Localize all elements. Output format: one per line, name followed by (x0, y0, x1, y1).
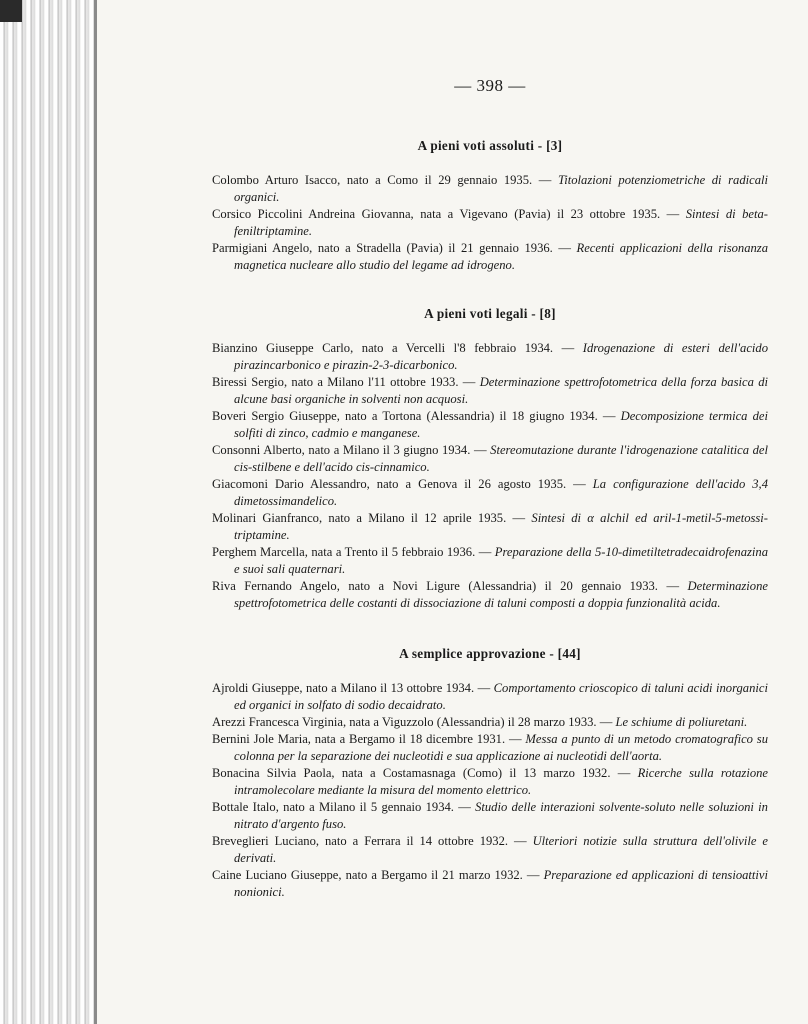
list-item: Bianzino Giuseppe Carlo, nato a Vercelli l'8 febbraio 1934. — Idrogenazione di esteri dell'acido pirazincarbonico e pirazin-2-3-dicarbonico. (212, 341, 768, 372)
list-item: Caine Luciano Giuseppe, nato a Bergamo il 21 marzo 1932. — Preparazione ed applicazioni di tensioattivi nonionici. (212, 868, 768, 899)
section-pieni-voti-legali (212, 306, 768, 612)
section-pieni-voti-assoluti (212, 138, 768, 274)
section-heading: A pieni voti assoluti - [3] (417, 138, 563, 153)
list-item: Breveglieri Luciano, nato a Ferrara il 14 ottobre 1932. — Ulteriori notizie sulla struttura dell'olivile e derivati. (212, 834, 768, 865)
list-item: Bonacina Silvia Paola, nata a Costamasnaga (Como) il 13 marzo 1932. — Ricerche sulla rotazione intramolecolare mediante la misura del momento elettrico. (212, 766, 768, 797)
document-page (212, 76, 768, 929)
list-item: Biressi Sergio, nato a Milano l'11 ottobre 1933. — Determinazione spettrofotometrica della forza basica di alcune basi organiche in solventi non acquosi. (212, 375, 768, 406)
list-item: Corsico Piccolini Andreina Giovanna, nata a Vigevano (Pavia) il 23 ottobre 1935. — Sintesi di beta-feniltriptamine. (212, 207, 768, 238)
scan-corner-mark (0, 0, 22, 22)
list-item: Ajroldi Giuseppe, nato a Milano il 13 ottobre 1934. — Comportamento crioscopico di taluni acidi inorganici ed organici in solfato di sodio decaidrato. (212, 681, 768, 712)
section-heading: A semplice approvazione - [44] (399, 646, 581, 661)
list-item: Molinari Gianfranco, nato a Milano il 12 aprile 1935. — Sintesi di α alchil ed aril-1-metil-5-metossi-triptamine. (212, 511, 768, 542)
page-number: — 398 — (454, 76, 526, 95)
list-item: Bottale Italo, nato a Milano il 5 gennaio 1934. — Studio delle interazioni solvente-soluto nelle soluzioni in nitrato d'argento fuso. (212, 800, 768, 831)
binding-shadow (94, 0, 97, 1024)
list-item: Colombo Arturo Isacco, nato a Como il 29 gennaio 1935. — Titolazioni potenziometriche di radicali organici. (212, 173, 769, 204)
list-item: Boveri Sergio Giuseppe, nato a Tortona (Alessandria) il 18 giugno 1934. — Decomposizione termica dei solfiti di zinco, cadmio e manganese. (212, 409, 768, 440)
list-item: Bernini Jole Maria, nata a Bergamo il 18 dicembre 1931. — Messa a punto di un metodo cromatografico su colonna per la separazione dei nucleotidi e sua applicazione ai nucleotidi dell'aorta. (212, 732, 768, 763)
section-heading: A pieni voti legali - [8] (424, 306, 556, 321)
list-item: Giacomoni Dario Alessandro, nato a Genova il 26 agosto 1935. — La configurazione dell'acido 3,4 dimetossimandelico. (212, 477, 769, 508)
list-item: Consonni Alberto, nato a Milano il 3 giugno 1934. — Stereomutazione durante l'idrogenazione catalitica del cis-stilbene e dell'acido cis-cinnamico. (212, 443, 768, 474)
list-item: Parmigiani Angelo, nato a Stradella (Pavia) il 21 gennaio 1936. — Recenti applicazioni della risonanza magnetica nucleare allo studio del legame ad idrogeno. (212, 241, 769, 272)
list-item: Riva Fernando Angelo, nato a Novi Ligure (Alessandria) il 20 gennaio 1933. — Determinazione spettrofotometrica delle costanti di dissociazione di taluni composti a doppia funzionalità acida. (212, 579, 768, 610)
list-item: Arezzi Francesca Virginia, nata a Viguzzolo (Alessandria) il 28 marzo 1933. — Le schiume di poliuretani. (212, 715, 748, 729)
list-item: Perghem Marcella, nata a Trento il 5 febbraio 1936. — Preparazione della 5-10-dimetiltetradecaidrofenazina e suoi sali quaternari. (212, 545, 768, 576)
scanned-binding-edge (0, 0, 96, 1024)
section-semplice-approvazione (212, 646, 768, 901)
